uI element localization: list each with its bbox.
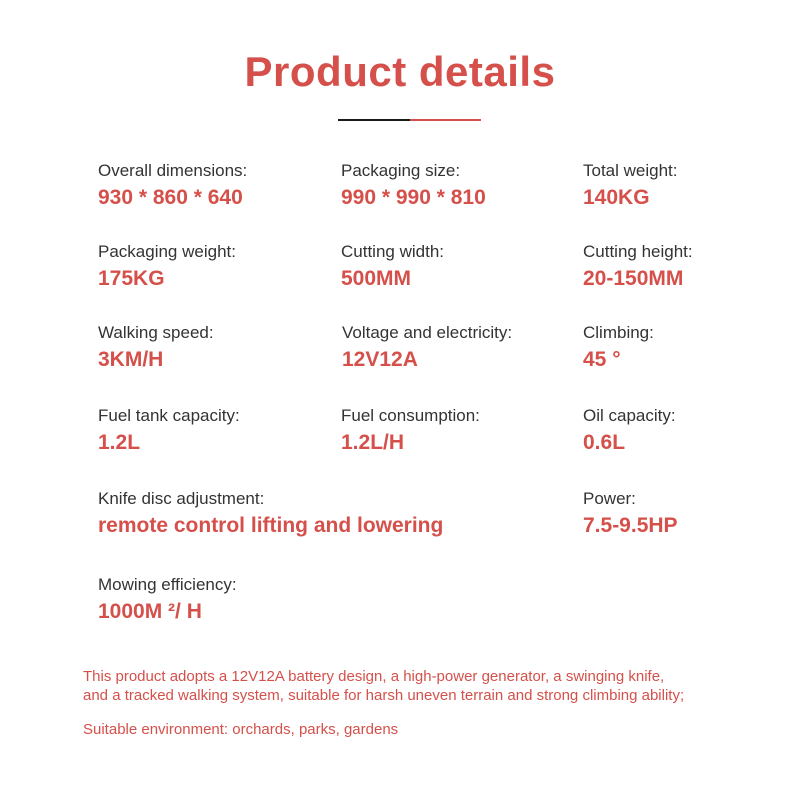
spec-value: 45 ° (583, 348, 621, 371)
spec-label: Knife disc adjustment: (98, 489, 265, 508)
spec-value: 175KG (98, 267, 165, 290)
spec-label: Power: (583, 489, 636, 508)
spec-label: Oil capacity: (583, 406, 676, 425)
spec-voltage-electricity (342, 323, 512, 372)
spec-label: Fuel tank capacity: (98, 406, 240, 425)
spec-value: 990 * 990 * 810 (341, 186, 486, 209)
spec-label: Overall dimensions: (98, 161, 248, 180)
spec-cutting-width (341, 242, 444, 291)
spec-value: 20-150MM (583, 267, 684, 290)
spec-power (583, 489, 678, 538)
suitable-environment: Suitable environment: orchards, parks, gardens (83, 721, 399, 738)
page-title: Product details (244, 48, 556, 95)
spec-value: 500MM (341, 267, 412, 290)
title-divider (338, 119, 481, 121)
spec-mowing-efficiency (98, 575, 237, 624)
spec-value: 3KM/H (98, 348, 164, 371)
spec-label: Fuel consumption: (341, 406, 480, 425)
spec-value: 1000M ²/ H (98, 600, 202, 623)
divider-dark-segment (338, 119, 410, 121)
spec-fuel-consumption (341, 406, 480, 455)
spec-label: Climbing: (583, 323, 654, 342)
spec-walking-speed (98, 323, 214, 372)
divider-accent-segment (410, 119, 481, 121)
description-line-2: and a tracked walking system, suitable for harsh uneven terrain and strong climbing ability; (83, 687, 685, 704)
spec-value: 1.2L/H (341, 431, 405, 454)
spec-label: Total weight: (583, 161, 678, 180)
spec-total-weight (583, 161, 678, 210)
description-line-1: This product adopts a 12V12A battery design, a high-power generator, a swinging knife, (83, 668, 665, 685)
spec-value: 140KG (583, 186, 650, 209)
spec-label: Cutting width: (341, 242, 444, 261)
spec-value: 0.6L (583, 431, 626, 454)
spec-value: 12V12A (342, 348, 418, 371)
spec-oil-capacity (583, 406, 676, 455)
spec-label: Walking speed: (98, 323, 214, 342)
spec-value: 930 * 860 * 640 (98, 186, 243, 209)
spec-label: Mowing efficiency: (98, 575, 237, 594)
spec-packaging-weight (98, 242, 236, 291)
spec-cutting-height (583, 242, 693, 291)
spec-label: Voltage and electricity: (342, 323, 513, 342)
spec-climbing (583, 323, 654, 372)
spec-label: Packaging size: (341, 161, 461, 180)
spec-packaging-size (341, 161, 486, 210)
spec-fuel-tank-capacity (98, 406, 240, 455)
spec-label: Cutting height: (583, 242, 693, 261)
spec-label: Packaging weight: (98, 242, 236, 261)
spec-overall-dimensions (98, 161, 247, 210)
spec-value: 7.5-9.5HP (583, 514, 678, 537)
spec-knife-disc-adjustment (98, 489, 443, 538)
spec-value: 1.2L (98, 431, 141, 454)
spec-value: remote control lifting and lowering (98, 514, 444, 537)
